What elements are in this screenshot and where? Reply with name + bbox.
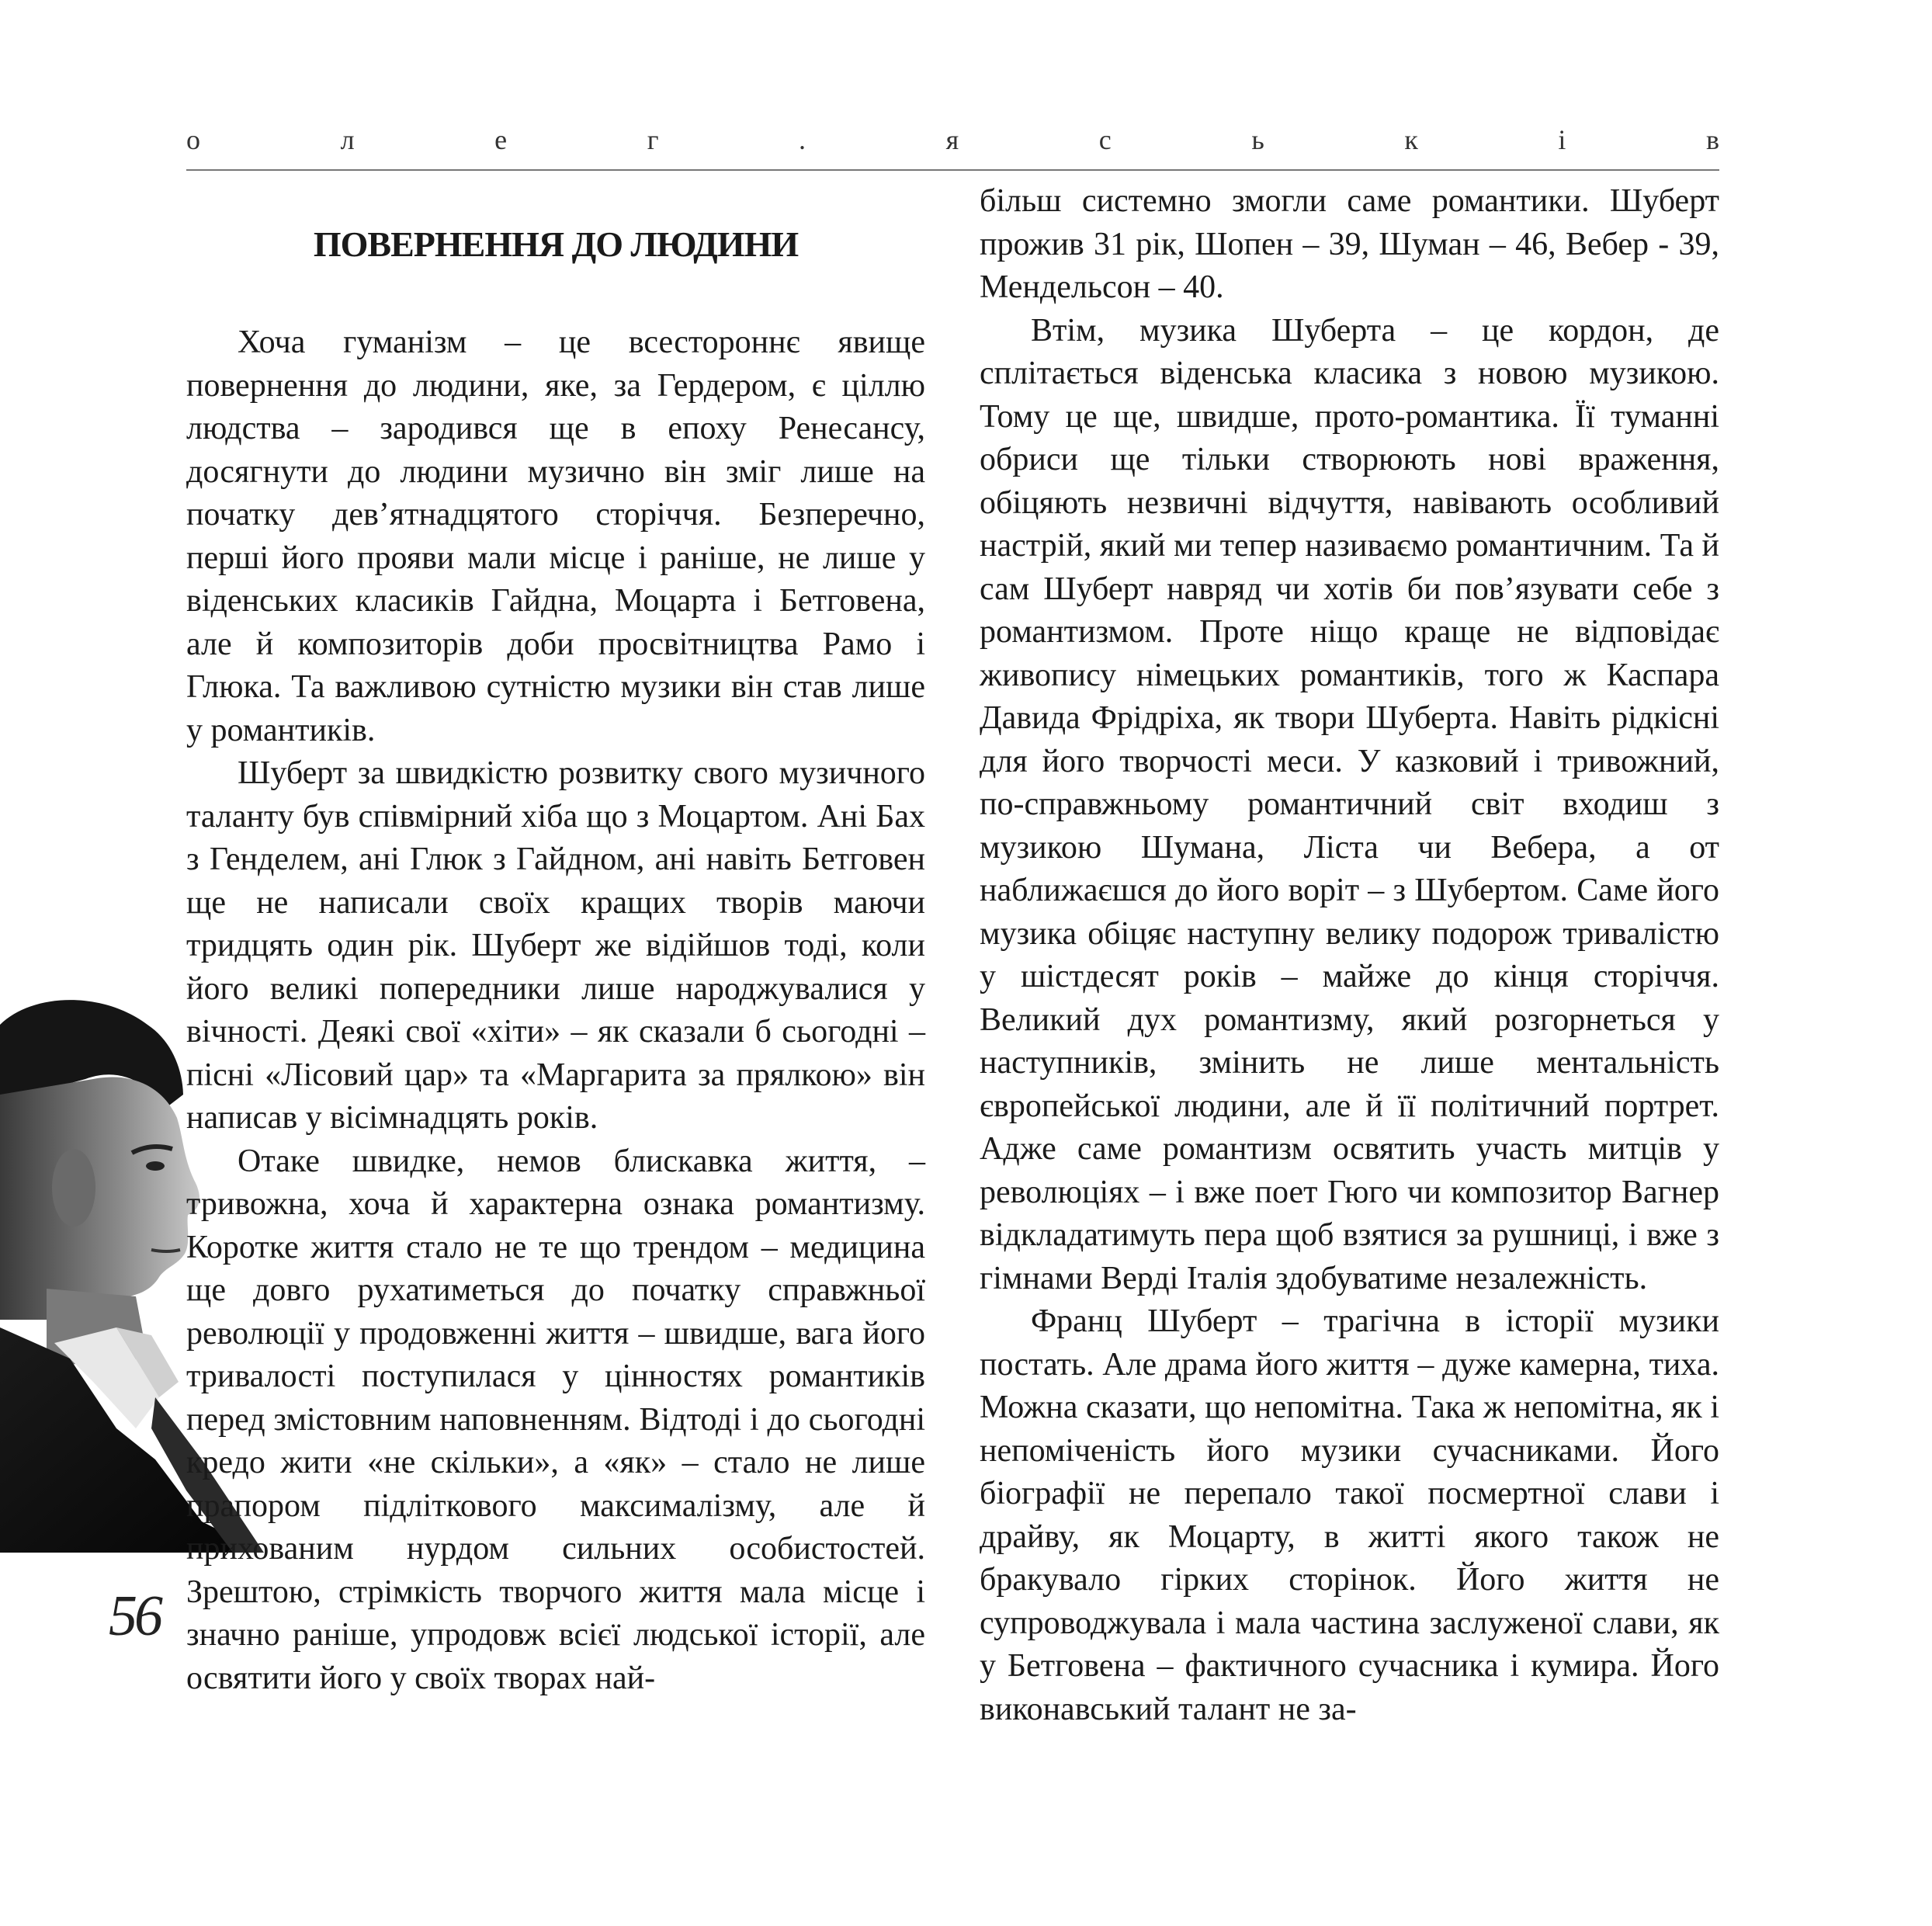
paragraph: більш системно змогли саме романтики. Шуберт прожив 31 рік, Шопен – 39, Шуман – 46, Вебер - 39, Мендельсон – 40. xyxy=(980,183,1719,305)
running-head xyxy=(186,124,1719,155)
page-number: 56 xyxy=(109,1584,160,1648)
left-column xyxy=(186,180,925,1700)
running-head-letter: я xyxy=(945,124,959,155)
running-head-letter: е xyxy=(494,124,508,155)
paragraph: Втім, музика Шуберта – це кордон, де сплітається віденська класика з новою музикою. Тому це ще, швидше, прото-романтика. Її туманні обриси ще тільки створюють нові враження, обіцяють незвичні відчуття, навівають особливий настрій, який ми тепер називаємо романтичним. Та й сам Шуберт навряд чи хотів би пов’язувати себе з романтизмом. Проте ніщо краще не відповідає живопису німецьких романтиків, того ж Каспара Давида Фрідріха, як твори Шуберта. Навіть рідкісні для його творчості меси. У казковий і тривожний, по-справжньому романтичний світ входиш з музикою Шумана, Ліста чи Вебера, а от наближаєшся до його воріт – з Шубертом. Саме його музика обіцяє наступну велику подорож тривалістю у шістдесят років – майже до кінця сторіччя. Великий дух романтизму, який розгорнеться у наступників, змінить не лише ментальність європейської людини, але й її політичний портрет. Адже саме романтизм освятить участь митців у революціях – і вже поет Гюго чи композитор Вагнер відкладатимуть пера щоб взятися за рушниці, і вже з гімнами Верді Італія здобуватиме незалежність. xyxy=(980,312,1719,1296)
paragraph: Хоча гуманізм – це всестороннє явище повернення до людини, яке, за Гердером, є ціллю людства – зародився ще в епоху Ренесансу, досягнути до людини музично він зміг лише на початку дев’ятнадцятого сторіччя. Безперечно, перші його прояви мали місце і раніше, не лише у віденських класиків Гайдна, Моцарта і Бетговена, але й композиторів доби просвітництва Рамо і Глюка. Та важливою сутністю музики він став лише у романтиків. xyxy=(186,324,925,748)
running-head-letter: ь xyxy=(1251,124,1264,155)
header-rule xyxy=(186,169,1719,171)
running-head-letter: г xyxy=(647,124,659,155)
paragraph: Шуберт за швидкістю розвитку свого музичного таланту був співмірний хіба що з Моцартом. Ані Бах з Генделем, ані Глюк з Гайдном, ані навіть Бетговен ще не написали своїх кращих творів маючи тридцять один рік. Шуберт же відійшов тоді, коли його великі попередники лише народжувалися у вічності. Деякі свої «хіти» – як сказали б сьогодні – пісні «Лісовий цар» та «Маргарита за прялкою» він написав у вісімнадцять років. xyxy=(186,755,925,1136)
paragraph: Франц Шуберт – трагічна в історії музики постать. Але драма його життя – дуже камерна, тиха. Можна сказати, що непомітна. Така ж непомітна, як і непоміченість його музики сучасниками. Його біографії не перепало такої посмертної слави і драйву, як Моцарту, в житті якого також не бракувало гірких сторінок. Його життя не супроводжувала і мала частина заслуженої слави, як у Бетговена – фактичного сучасника і кумира. Його виконавський талант не за- xyxy=(980,1303,1719,1727)
paragraph: Отаке швидке, немов блискавка життя, – тривожна, хоча й характерна ознака романтизму. Коротке життя стало не те що трендом – медицина ще довго рухатиметься до початку справжньої революції у продовженні життя – швидше, вага його тривалості поступилася у цінностях романтиків перед змістовним наповненням. Відтоді і до сьогодні кредо жити «не скільки», а «як» – стало не лише прапором підліткового максималізму, але й прихованим нурдом сильних особистостей. Зрештою, стрімкість творчого життя мала місце і значно раніше, упродовж всієї людської історії, але освятити його у своїх творах най- xyxy=(186,1143,925,1696)
article-title: ПОВЕРНЕННЯ ДО ЛЮДИНИ xyxy=(313,224,799,264)
running-head-letter: в xyxy=(1705,124,1719,155)
running-head-letter: о xyxy=(186,124,200,155)
running-head-letter: . xyxy=(799,124,806,155)
right-column xyxy=(980,180,1719,1731)
running-head-letter: с xyxy=(1098,124,1112,155)
running-head-letter: і xyxy=(1558,124,1566,155)
running-head-letter: к xyxy=(1404,124,1418,155)
running-head-letter: л xyxy=(340,124,355,155)
